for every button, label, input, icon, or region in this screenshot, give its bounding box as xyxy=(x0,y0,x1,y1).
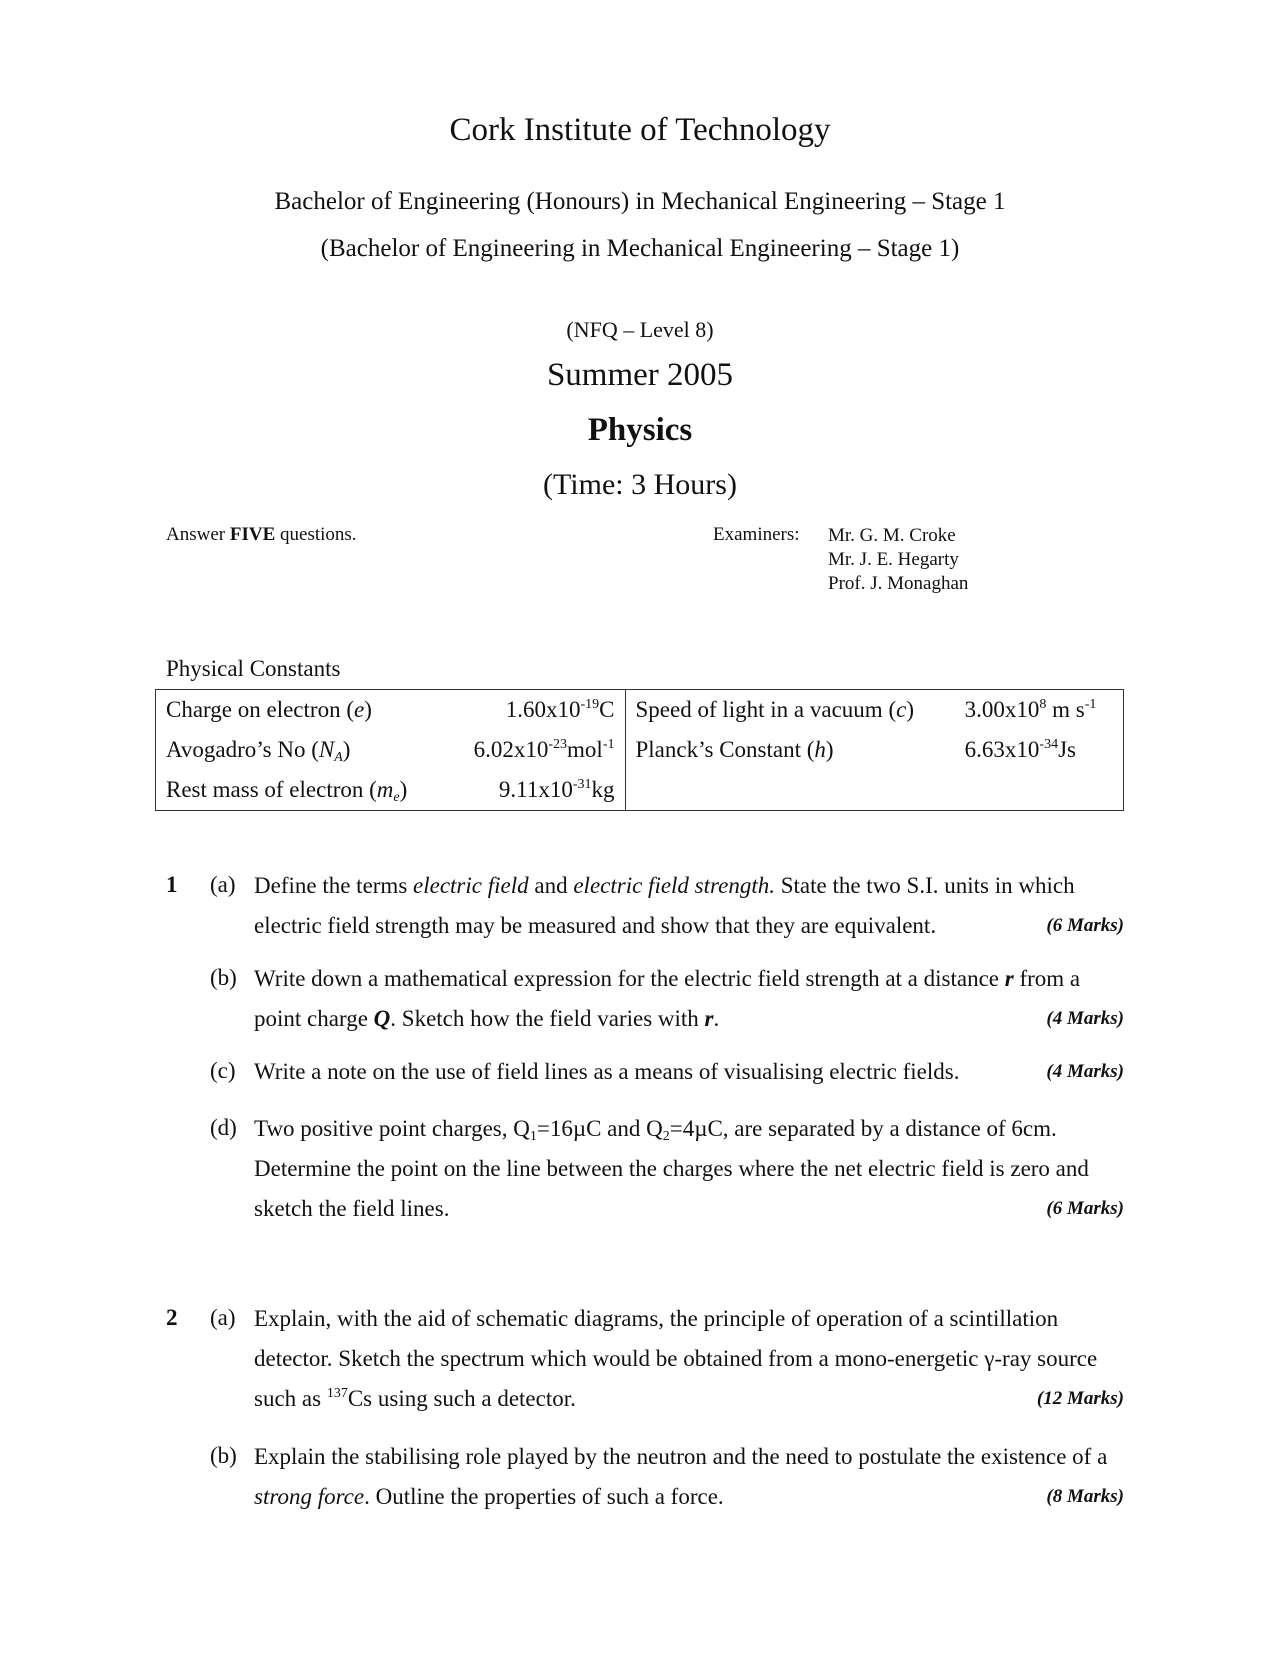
examiners-label: Examiners: xyxy=(713,524,800,545)
part-label: (c) xyxy=(210,1058,236,1083)
marks-label: (6 Marks) xyxy=(1046,1198,1124,1219)
part-label: (b) xyxy=(210,965,237,990)
question-part-text: Define the terms electric field and electric field strength. State the two S.I. units in which electric field strength may be measured and show that they are equivalent. (6 Marks) xyxy=(254,866,1124,946)
marks-label: (4 Marks) xyxy=(1046,1061,1124,1082)
question-number: 1 xyxy=(166,872,178,897)
question-part-text: Two positive point charges, $Q_1=16\mu C$ and $Q_2=4\mu C$, are separated by a distance of 6cm. Determine the point on the line between the charges where the net electric field is zero and sketch the field lines. (6 Marks) xyxy=(254,1109,1124,1229)
constant-name: Rest mass of electron $(m_e)$ xyxy=(166,777,408,805)
marks-label: (6 Marks) xyxy=(1046,915,1124,936)
marks-label: (8 Marks) xyxy=(1046,1486,1124,1507)
examiner-name: Mr. G. M. Croke xyxy=(828,525,956,546)
constant-value: $3.00x10^8$ m $s^{-1}$ xyxy=(964,697,1097,722)
exam-subject: Physics xyxy=(587,412,693,448)
question-part-text: Explain the stabilising role played by the neutron and the need to postulate the existence of a strong force. Outline the properties of such a force. (8 Marks) xyxy=(254,1437,1124,1517)
constant-value: $9.11x10^{-31}kg$ xyxy=(455,770,625,811)
marks-label: (12 Marks) xyxy=(1036,1388,1124,1409)
nfq-level: (NFQ – Level 8) xyxy=(566,317,714,342)
marks-label: (4 Marks) xyxy=(1046,1008,1124,1029)
examiner-name: Prof. J. Monaghan xyxy=(828,573,969,594)
constants-title: Physical Constants xyxy=(166,656,341,681)
part-label: (b) xyxy=(210,1443,237,1468)
constant-name: Charge on electron (e) xyxy=(166,697,372,722)
constant-name: Avogadro’s No $(N_A)$ xyxy=(166,737,351,765)
programme-alt-title: (Bachelor of Engineering in Mechanical Engineering – Stage 1) xyxy=(320,235,960,262)
institution-name: Cork Institute of Technology xyxy=(449,112,831,148)
constant-name: Planck’s Constant (h) xyxy=(635,737,834,762)
question-part-text: Write a note on the use of field lines as a means of visualising electric fields. (4 Marks) xyxy=(254,1052,1124,1092)
part-label: (a) xyxy=(210,1305,236,1330)
part-label: (d) xyxy=(210,1115,237,1140)
exam-session: Summer 2005 xyxy=(546,357,734,393)
programme-title: Bachelor of Engineering (Honours) in Mechanical Engineering – Stage 1 xyxy=(274,188,1006,215)
constant-name: Speed of light in a vacuum (c) xyxy=(635,697,914,722)
constant-value: $6.02x10^{-23}mol^{-1}$ xyxy=(455,730,625,770)
part-label: (a) xyxy=(210,872,236,897)
question-part-text: Write down a mathematical expression for the electric field strength at a distance r from a point charge Q. Sketch how the field varies with r. (4 Marks) xyxy=(254,959,1124,1039)
answer-instruction: Answer FIVE questions. xyxy=(166,524,357,545)
examiner-name: Mr. J. E. Hegarty xyxy=(828,549,959,570)
constant-value: $6.63x10^{-34}Js$ xyxy=(964,737,1076,762)
question-part-text: Explain, with the aid of schematic diagrams, the principle of operation of a scintillation detector. Sketch the spectrum which would be obtained from a mono-energetic γ-ray source such as $^{137}$Cs using such a detector. (12 Marks) xyxy=(254,1299,1124,1419)
question-number: 2 xyxy=(166,1305,178,1330)
exam-duration: (Time: 3 Hours) xyxy=(543,468,737,501)
constant-value: $1.60x10^{-19}C$ xyxy=(455,690,625,731)
